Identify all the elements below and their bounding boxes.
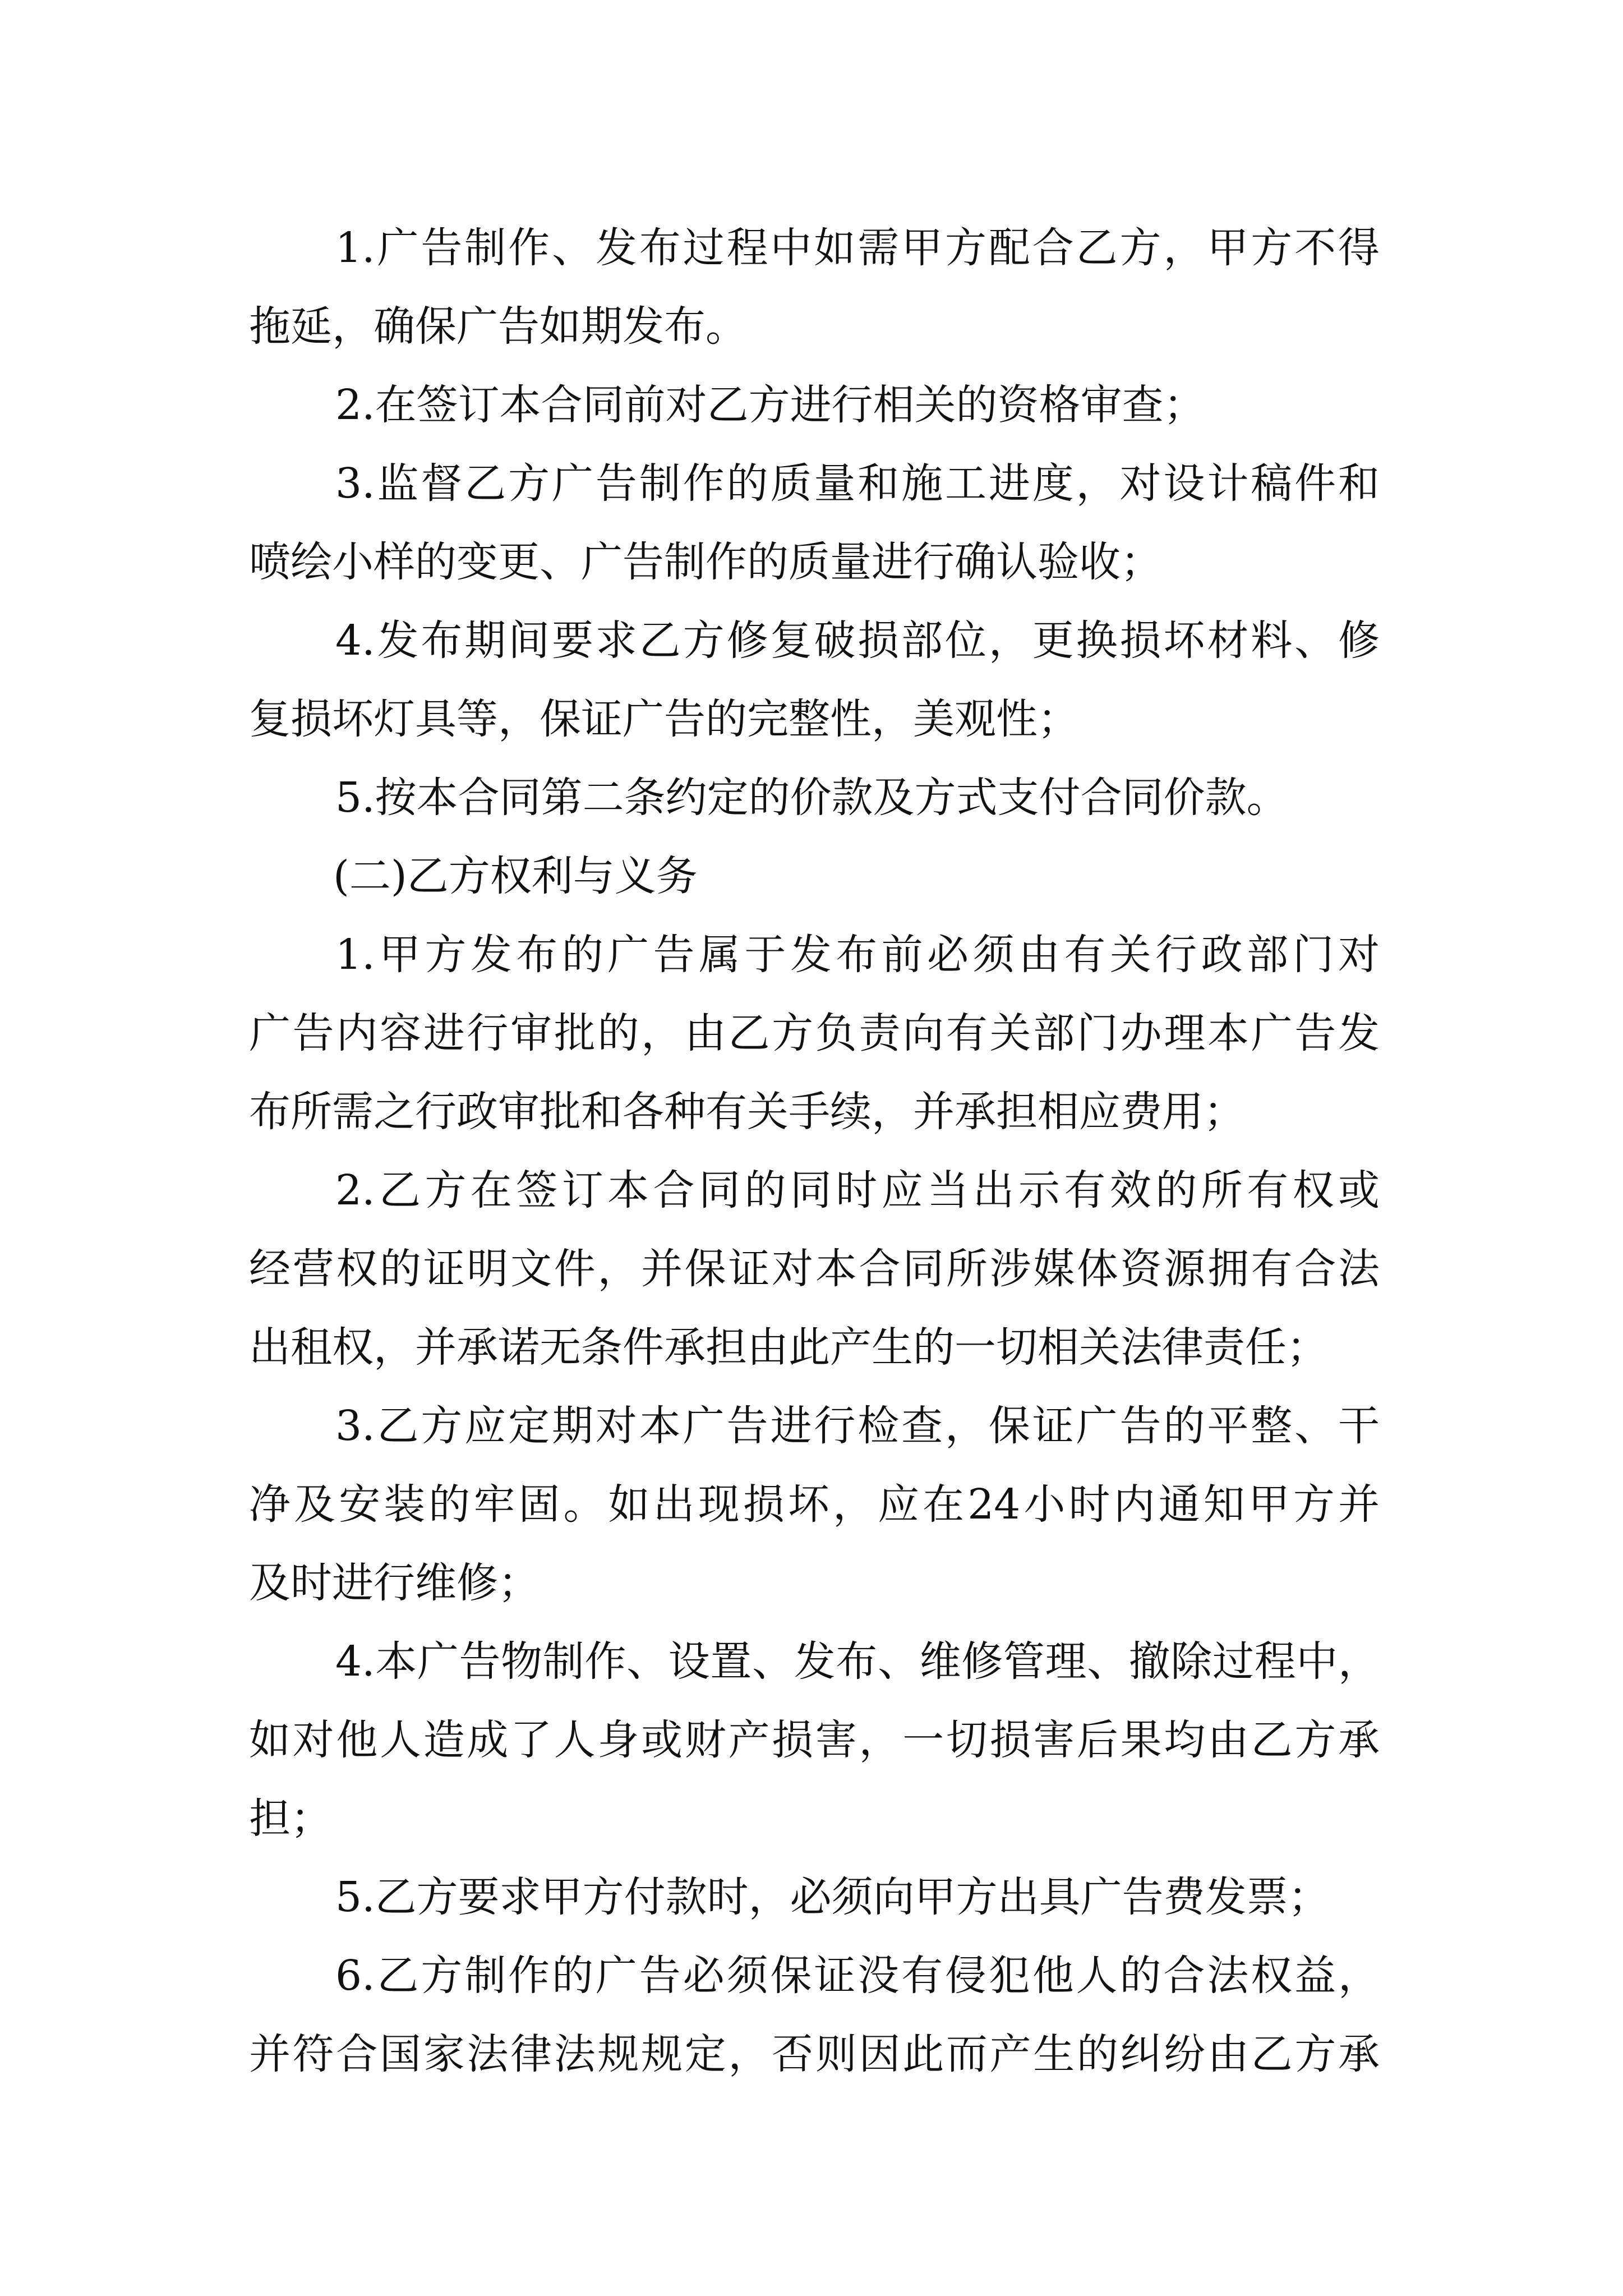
paragraph-line: 1.甲方发布的广告属于发布前必须由有关行政部门对: [335, 931, 1380, 979]
paragraph-line: 拖延，确保广告如期发布。: [249, 302, 747, 351]
paragraph-line: 如对他人造成了人身或财产损害，一切损害后果均由乙方承: [249, 1716, 1380, 1764]
paragraph-line: 1.广告制作、发布过程中如需甲方配合乙方，甲方不得: [335, 224, 1380, 272]
paragraph-line: 及时进行维修；: [249, 1559, 540, 1607]
paragraph-line: 2.乙方在签订本合同的同时应当出示有效的所有权或: [335, 1166, 1380, 1214]
paragraph-line: 净及安装的牢固。如出现损坏，应在24小时内通知甲方并: [249, 1480, 1380, 1529]
paragraph-line: 3.乙方应定期对本广告进行检查，保证广告的平整、干: [335, 1402, 1380, 1450]
paragraph-line: 2.在签订本合同前对乙方进行相关的资格审查；: [335, 381, 1205, 429]
paragraph-line: 6.乙方制作的广告必须保证没有侵犯他人的合法权益，: [335, 1952, 1380, 2000]
section-heading: (二)乙方权利与义务: [333, 852, 698, 900]
paragraph-line: 5.乙方要求甲方付款时，必须向甲方出具广告费发票；: [335, 1873, 1330, 1921]
paragraph-line: 广告内容进行审批的，由乙方负责向有关部门办理本广告发: [249, 1009, 1380, 1057]
paragraph-line: 4.本广告物制作、设置、发布、维修管理、撤除过程中，: [335, 1637, 1380, 1686]
paragraph-line: 布所需之行政审批和各种有关手续，并承担相应费用；: [249, 1088, 1245, 1136]
document-body: [249, 209, 1380, 2093]
paragraph-line: 出租权，并承诺无条件承担由此产生的一切相关法律责任；: [249, 1323, 1328, 1372]
paragraph-line: 4.发布期间要求乙方修复破损部位，更换损坏材料、修: [335, 616, 1380, 665]
paragraph-line: 担；: [249, 1795, 332, 1843]
paragraph-line: 复损坏灯具等，保证广告的完整性，美观性；: [249, 695, 1079, 743]
paragraph-line: 并符合国家法律法规规定，否则因此而产生的纠纷由乙方承: [249, 2030, 1380, 2078]
paragraph-line: 经营权的证明文件，并保证对本合同所涉媒体资源拥有合法: [249, 1245, 1380, 1293]
paragraph-line: 喷绘小样的变更、广告制作的质量进行确认验收；: [249, 538, 1162, 586]
paragraph-line: 3.监督乙方广告制作的质量和施工进度，对设计稿件和: [335, 459, 1380, 508]
paragraph-line: 5.按本合同第二条约定的价款及方式支付合同价款。: [335, 774, 1288, 822]
